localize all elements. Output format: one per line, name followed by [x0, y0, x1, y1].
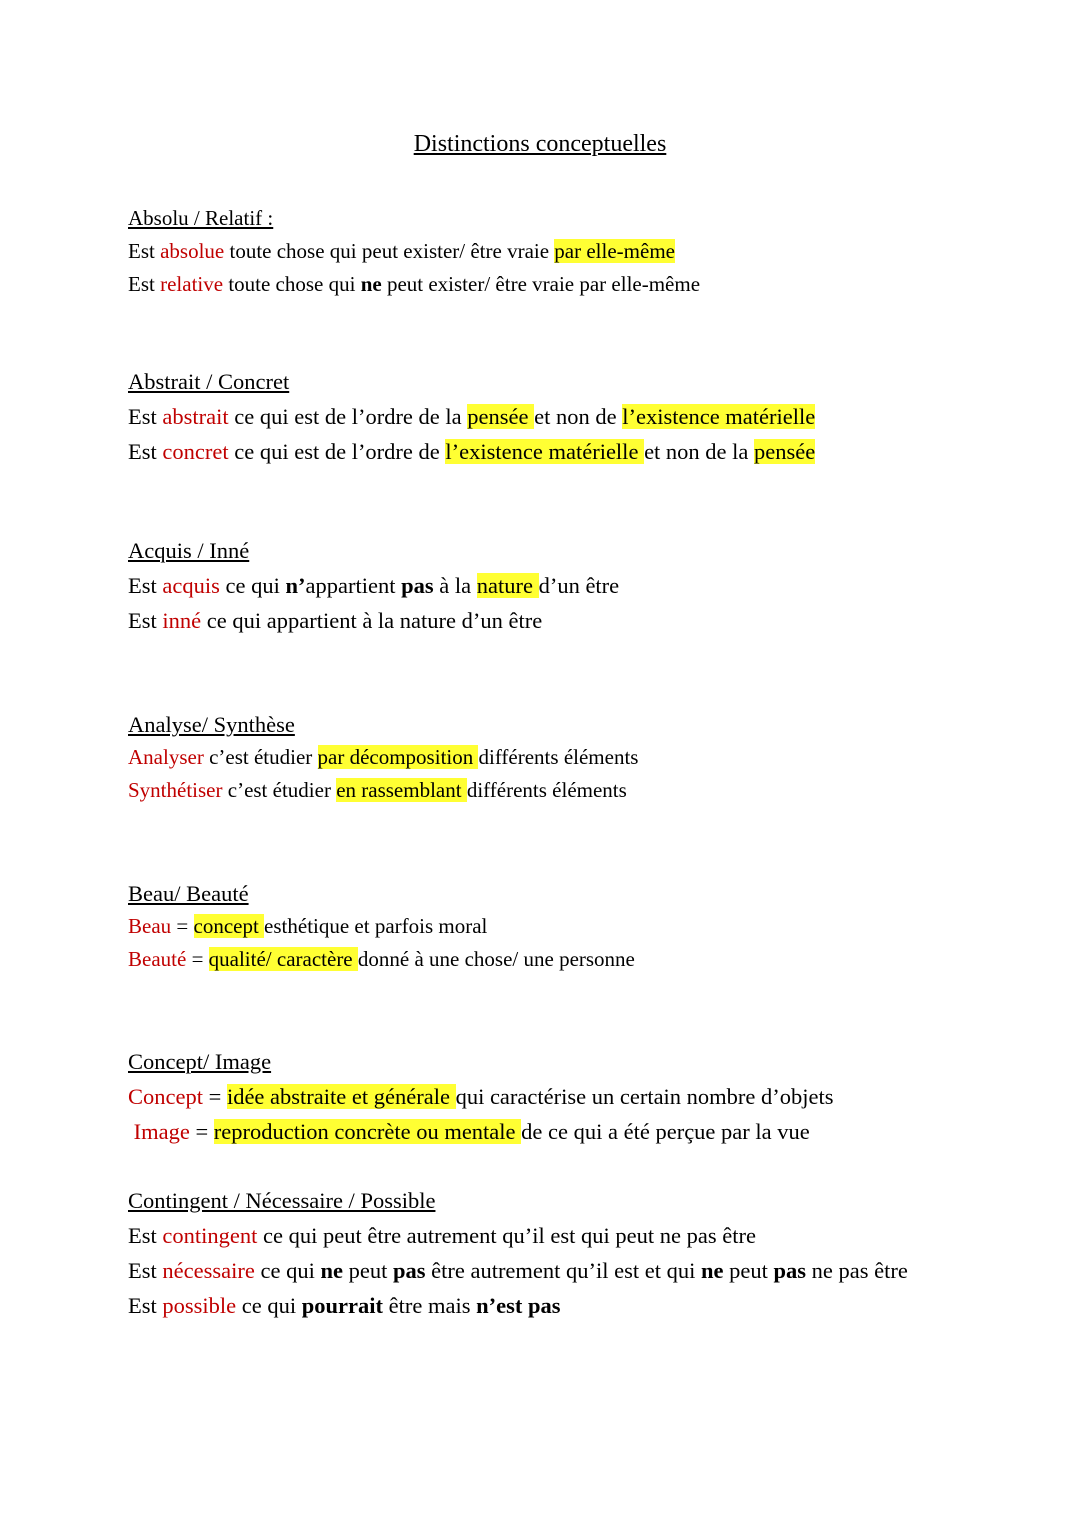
term: Image — [128, 1119, 190, 1144]
section-contingent-necessaire-possible — [128, 1183, 1028, 1323]
highlight: qualité/ caractère — [208, 947, 358, 971]
section-analyse-synthese — [128, 708, 1028, 807]
definition-line: Est relative toute chose qui ne peut exister/ être vraie par elle-même — [128, 272, 701, 296]
section-heading: Analyse/ Synthèse — [128, 712, 295, 737]
term: relative — [160, 272, 224, 296]
definition-line: Est possible ce qui pourrait être mais n’est pas — [128, 1293, 561, 1318]
term: abstrait — [162, 404, 229, 429]
section-concept-image — [128, 1044, 1028, 1149]
term: possible — [162, 1293, 237, 1318]
definition-line: Beau = concept esthétique et parfois moral — [128, 914, 488, 938]
highlight: l’existence matérielle — [622, 404, 816, 429]
term: Beauté — [128, 947, 187, 971]
section-heading: Acquis / Inné — [128, 538, 250, 563]
term: absolue — [160, 239, 225, 263]
term: concret — [162, 439, 229, 464]
highlight: nature — [476, 573, 539, 598]
term: Synthétiser — [128, 778, 223, 802]
definition-line: Image = reproduction concrète ou mentale de ce qui a été perçue par la vue — [128, 1119, 810, 1144]
term: Concept — [128, 1084, 203, 1109]
highlight: par elle-même — [554, 239, 675, 263]
term: Analyser — [128, 745, 204, 769]
section-heading: Concept/ Image — [128, 1049, 272, 1074]
highlight: par décomposition — [317, 745, 479, 769]
highlight: concept — [193, 914, 265, 938]
section-heading: Contingent / Nécessaire / Possible — [128, 1188, 436, 1213]
highlight: en rassemblant — [336, 778, 467, 802]
definition-line: Concept = idée abstraite et générale qui caractérise un certain nombre d’objets — [128, 1084, 834, 1109]
term: Beau — [128, 914, 172, 938]
term: inné — [162, 608, 202, 633]
section-acquis-inne — [128, 533, 1028, 638]
section-beau-beaute — [128, 877, 1028, 976]
definition-line: Est absolue toute chose qui peut exister/ être vraie par elle-même — [128, 239, 675, 263]
section-absolu-relatif — [128, 202, 1028, 301]
highlight: pensée — [467, 404, 535, 429]
page-title: Distinctions conceptuelles — [413, 131, 667, 157]
definition-line: Est nécessaire ce qui ne peut pas être autrement qu’il est et qui ne peut pas ne pas être — [128, 1258, 908, 1283]
term: nécessaire — [162, 1258, 255, 1283]
definition-line: Est concret ce qui est de l’ordre de l’existence matérielle et non de la pensée — [128, 439, 816, 464]
definition-line: Analyser c’est étudier par décomposition différents éléments — [128, 745, 639, 769]
section-heading: Abstrait / Concret — [128, 369, 290, 394]
term: acquis — [162, 573, 220, 598]
definition-line: Beauté = qualité/ caractère donné à une chose/ une personne — [128, 947, 635, 971]
section-heading: Beau/ Beauté — [128, 881, 249, 906]
definition-line: Est acquis ce qui n’appartient pas à la nature d’un être — [128, 573, 620, 598]
definition-line: Est abstrait ce qui est de l’ordre de la pensée et non de l’existence matérielle — [128, 404, 816, 429]
term: contingent — [162, 1223, 258, 1248]
highlight: idée abstraite et générale — [226, 1084, 456, 1109]
definition-line: Est contingent ce qui peut être autrement qu’il est qui peut ne pas être — [128, 1223, 756, 1248]
section-heading: Absolu / Relatif : — [128, 206, 274, 230]
definition-line: Synthétiser c’est étudier en rassemblant différents éléments — [128, 778, 627, 802]
definition-line: Est inné ce qui appartient à la nature d’un être — [128, 608, 543, 633]
section-abstrait-concret — [128, 364, 1028, 469]
highlight: reproduction concrète ou mentale — [213, 1119, 522, 1144]
highlight: l’existence matérielle — [445, 439, 645, 464]
highlight: pensée — [754, 439, 816, 464]
